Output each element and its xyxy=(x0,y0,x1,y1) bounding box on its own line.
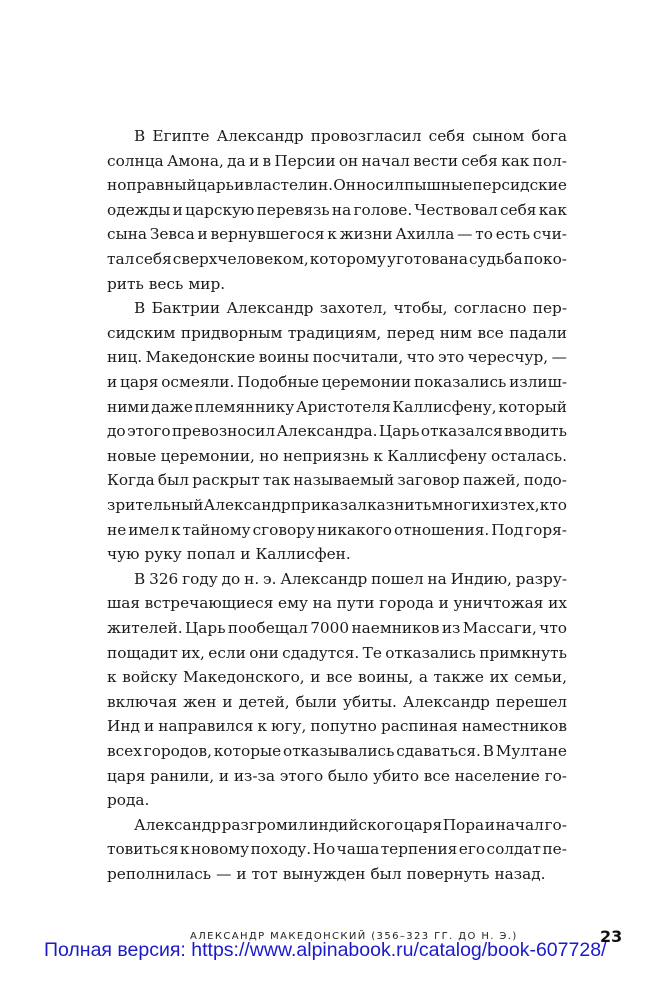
text-line: одежды и царскую перевязь на голове. Чествовал себя как xyxy=(107,200,567,219)
text-line: зрительный Александр приказал казнить многих из тех, кто xyxy=(107,496,567,514)
text-line: до этого превозносил Александра. Царь отказался вводить xyxy=(107,422,567,441)
page-number: 23 xyxy=(600,927,623,946)
text-line: пощадит их, если они сдадутся. Те отказались примкнуть xyxy=(107,643,567,662)
text-line: реполнилась — и тот вынужден был повернуть назад. xyxy=(107,865,546,883)
text-line: В Египте Александр провозгласил себя сыном бога xyxy=(134,127,567,145)
running-head: АЛЕКСАНДР МАКЕДОНСКИЙ (356–323 ГГ. ДО Н. Э.) xyxy=(190,931,518,942)
text-line: ниц. Македонские воины посчитали, что это чересчур, — xyxy=(107,348,567,367)
text-line: царя ранили, и из-за этого было убито все население го- xyxy=(107,766,567,785)
text-line: к войску Македонского, и все воины, а также их семьи, xyxy=(107,668,567,687)
text-line: ноправный царь и властелин. Он носил пышные персидские xyxy=(107,176,567,195)
text-line: сына Зевса и вернувшегося к жизни Ахилла — то есть счи- xyxy=(107,225,567,244)
text-line: сидским придворным традициям, перед ним все падали xyxy=(107,323,567,342)
text-line: Инд и направился к югу, попутно распиная наместников xyxy=(107,717,567,736)
text-line: Александр разгромил индийского царя Пора и начал го- xyxy=(134,815,567,834)
text-line: включая жен и детей, были убиты. Александр перешел xyxy=(107,692,567,711)
text-line: В Бактрии Александр захотел, чтобы, согласно пер- xyxy=(134,299,567,318)
text-line: чую руку попал и Каллисфен. xyxy=(107,545,351,564)
text-line: солнца Амона, да и в Персии он начал вести себя как пол- xyxy=(107,151,567,170)
text-line: шая встречающиеся ему на пути города и уничтожая их xyxy=(107,594,567,613)
text-line: ними даже племяннику Аристотеля Каллисфену, который xyxy=(107,397,567,416)
text-line: жителей. Царь пообещал 7000 наемников из Массаги, что xyxy=(107,619,567,637)
text-line: новые церемонии, но неприязнь к Каллисфену осталась. xyxy=(107,446,567,465)
text-line: Когда был раскрыт так называемый заговор пажей, подо- xyxy=(107,471,567,490)
full-version-link[interactable]: Полная версия: https://www.alpinabook.ru/catalog/book-607728/ xyxy=(44,939,607,961)
text-line: тал себя сверхчеловеком, которому уготована судьба поко- xyxy=(107,250,567,268)
text-line: рода. xyxy=(107,791,150,810)
text-line: В 326 году до н. э. Александр пошел на Индию, разру- xyxy=(134,569,567,588)
text-line: и царя осмеяли. Подобные церемонии показались излиш- xyxy=(107,373,567,391)
text-line: всех городов, которые отказывались сдаваться. В Мултане xyxy=(107,742,567,760)
text-line: товиться к новому походу. Но чаша терпения его солдат пе- xyxy=(107,840,567,859)
text-line: рить весь мир. xyxy=(107,274,226,293)
text-line: не имел к тайному сговору никакого отношения. Под горя- xyxy=(107,520,567,539)
